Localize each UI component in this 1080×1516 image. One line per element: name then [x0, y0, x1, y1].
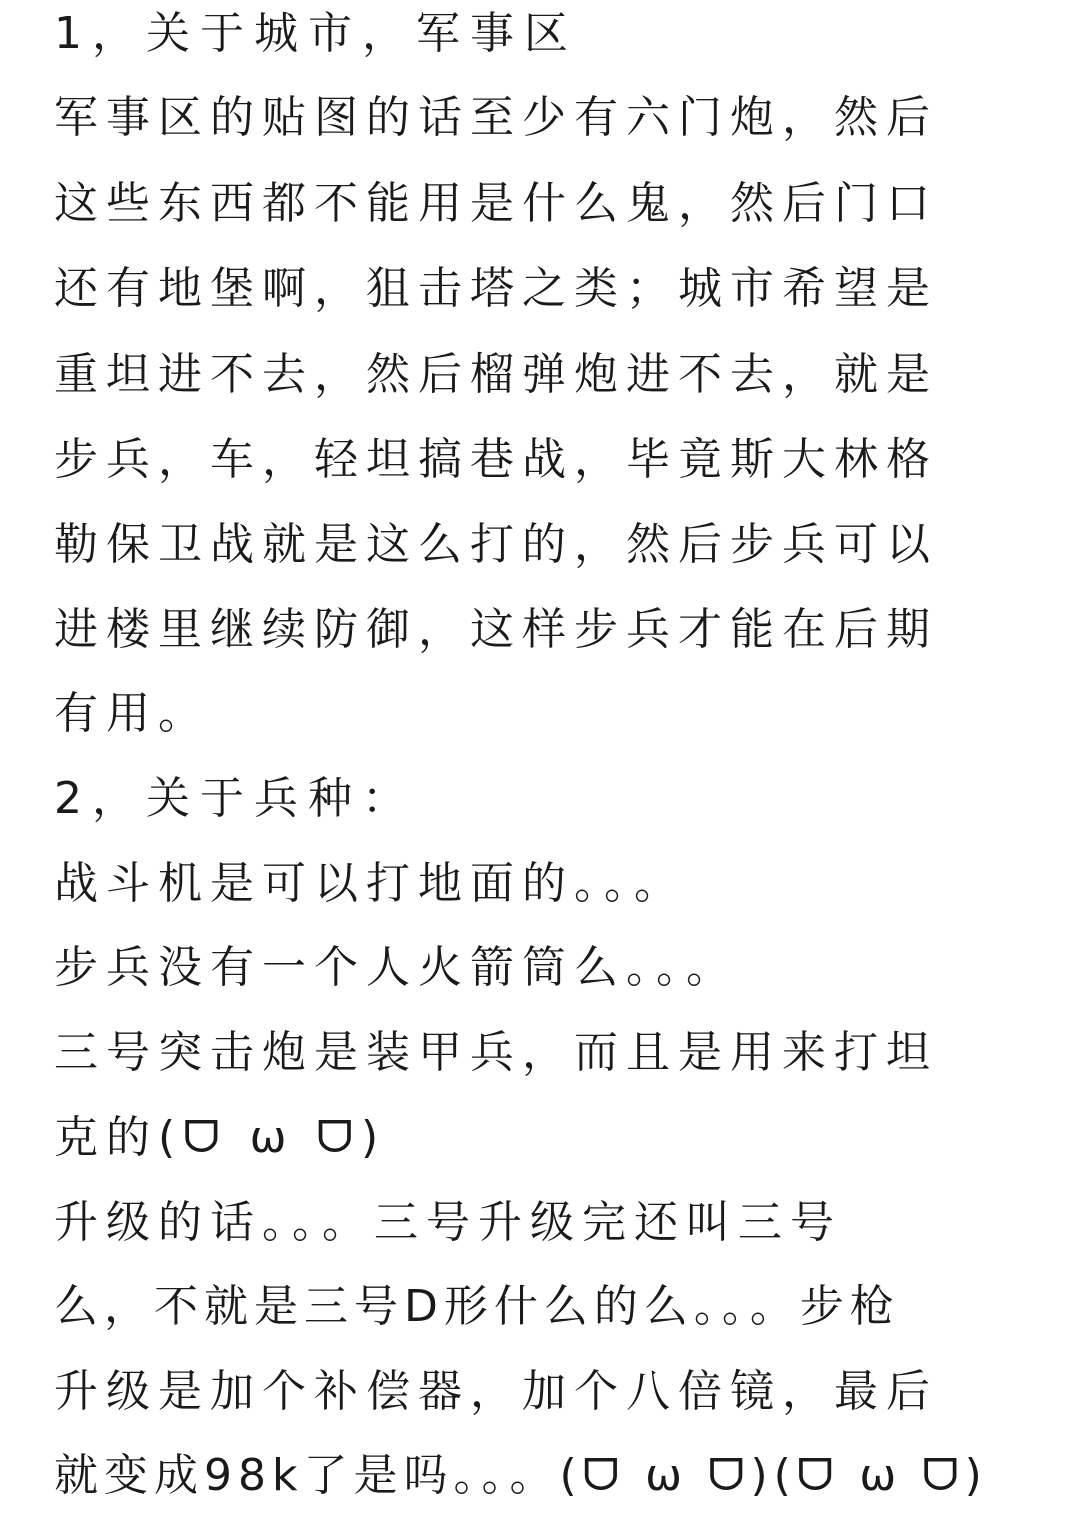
text-line: 么，不就是三号D形什么的么。。。步枪 [54, 1281, 900, 1332]
text-line: 步兵，车，轻坦搞巷战，毕竟斯大林格 [54, 434, 938, 485]
text-line: 进楼里继续防御，这样步兵才能在后期 [54, 604, 938, 655]
text-line: 军事区的贴图的话至少有六门炮，然后 [54, 92, 938, 143]
section-heading-city: 1，关于城市，军事区 [54, 8, 578, 59]
text-line: 就变成98k了是吗。。。(ᗜ ω ᗜ)(ᗜ ω ᗜ) [54, 1450, 988, 1501]
text-line: 这些东西都不能用是什么鬼，然后门口 [54, 178, 938, 229]
text-line: 三号突击炮是装甲兵，而且是用来打坦 [54, 1027, 938, 1078]
text-line: 重坦进不去，然后榴弹炮进不去，就是 [54, 349, 938, 400]
section-heading-units: 2，关于兵种： [54, 773, 416, 824]
text-line: 还有地堡啊，狙击塔之类；城市希望是 [54, 263, 938, 314]
text-line: 步兵没有一个人火箭筒么。。。 [54, 942, 738, 993]
text-line: 升级是加个补偿器，加个八倍镜，最后 [54, 1366, 938, 1417]
text-line: 勒保卫战就是这么打的，然后步兵可以 [54, 519, 938, 570]
text-line: 战斗机是可以打地面的。。。 [54, 858, 686, 909]
text-line: 克的(ᗜ ω ᗜ) [54, 1112, 387, 1163]
text-line: 升级的话。。。三号升级完还叫三号 [54, 1197, 842, 1248]
text-line: 有用。 [54, 688, 210, 739]
